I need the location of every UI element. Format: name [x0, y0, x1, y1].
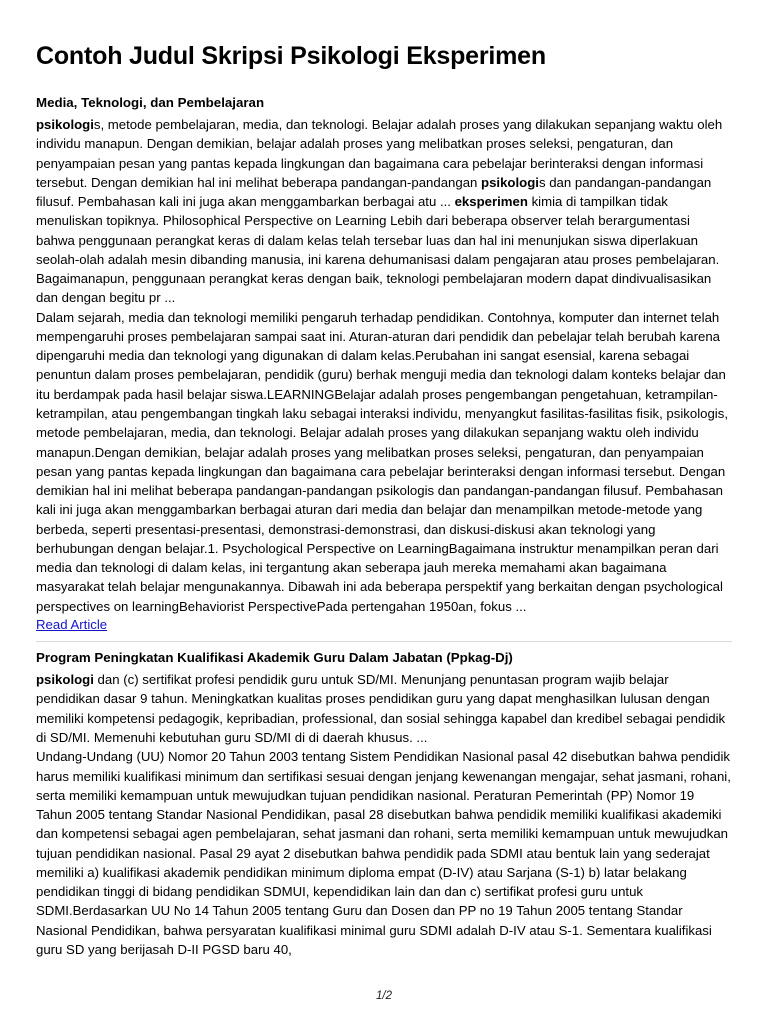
inline-rest-text-3: kimia di tampilkan tidak menuliskan topiknya. Philosophical Perspective on Learning Lebih dari beberapa observer telah berargumentasi bahwa penggunaan perangkat keras di dalam kelas telah tersebar luas dan hal ini menunjukan siswa diperlakuan seolah-olah adalah mesin dibanding manusia, ini karena dehumanisasi dalam pengajaran atau proses pembelajaran. Bagaimanapun, penggunaan perangkat keras dengan baik, teknologi pembelajaran modern dapat dindivualisasikan dan dengan begitu pr ...: [36, 194, 720, 306]
lead-rest-text: dan (c) sertifikat profesi pendidik guru untuk SD/MI. Menunjang penuntasan program wajib belajar pendidikan dasar 9 tahun. Meningkatkan kualitas proses pendidikan guru yang dapat menghasilkan lulusan dengan memiliki kompetensi pedagogik, kepribadian, professional, dan sosial sehingga kapabel dan kredibel sebagai pendidik di SD/MI. Memenuhi kebutuhan guru SD/MI di di daerah khusus. ...: [36, 672, 726, 745]
inline-rest-text-2: s dan pandangan-pandangan filusuf. Pembahasan kali ini juga akan menggambarkan berbagai atu ...: [36, 174, 712, 210]
page-number: 1/2: [376, 990, 392, 1002]
section-paragraph-1: [36, 115, 732, 308]
section-paragraph-2: Undang-Undang (UU) Nomor 20 Tahun 2003 tentang Sistem Pendidikan Nasional pasal 42 disebutkan bahwa pendidik harus memiliki kualifikasi minimum dan sertifikasi sesuai dengan jenjang kewenangan mengajar, sehat jasmani, rohani, serta memiliki kemampuan untuk mewujudkan tujuan pendidikan nasional. Peraturan Pemerintah (PP) Nomor 19 Tahun 2005 tentang Standar Nasional Pendidikan, pasal 28 disebutkan bahwa pendidik memiliki kualifikasi akademiki dan kompetensi sebagai agen pembelajaran, sehat jasmani dan rohani, serta memiliki kemampuan untuk mewujudkan tujuan pendidikan nasional. Pasal 29 ayat 2 disebutkan bahwa pendidik pada SDMI atau bentuk lain yang sederajat memiliki a) kualifikasi akademik pendidikan minimum diploma empat (D-IV) atau Sarjana (S-1) b) latar belakang pendidikan tinggi di bidang pendidikan SDMUI, kependidikan lain dan dan c) sertifikat profesi guru untuk SDMI.Berdasarkan UU No 14 Tahun 2005 tentang Guru dan Dosen dan PP no 19 Tahun 2005 tentang Standar Nasional Pendidikan, bahwa persyaratan kualifikasi minimal guru SDMI adalah D-IV atau S-1. Sementara kualifikasi guru SD yang berijasah D-II PGSD baru 40,: [36, 749, 731, 957]
lead-rest-text: s, metode pembelajaran, media, dan teknologi. Belajar adalah proses yang dilakukan sepanjang waktu oleh individu manapun. Dengan demikian, belajar adalah proses yang melibatkan proses seleksi, pengaturan, dan penyampaian pesan yang pantas kepada lingkungan dan bagaimana cara pebelajar berinteraksi dengan informasi tersebut. Dengan demikian hal ini melihat beberapa pandangan-pandangan: [36, 117, 723, 190]
lead-bold-term: psikologi: [36, 672, 94, 688]
lead-bold-term: psikologi: [36, 117, 94, 133]
page-title: Contoh Judul Skripsi Psikologi Eksperimen: [36, 42, 546, 70]
read-article-link[interactable]: Read Article: [36, 616, 108, 632]
section-divider: [36, 641, 732, 642]
section-paragraph-2: Dalam sejarah, media dan teknologi memiliki pengaruh terhadap pendidikan. Contohnya, komputer dan internet telah mempengaruhi proses pembelajaran sampai saat ini. Aturan-aturan dari pendidik dan pebelajar telah berubah karena dipengaruhi media dan teknologi yang digunakan di dalam kelas.Perubahan ini sangat esensial, karena sebagai penuntun dalam proses pembelajaran, pendidik (guru) berhak menguji media dan teknologi dalam konteks belajar dan itu berdampak pada hasil belajar siswa.LEARNINGBelajar adalah proses pengembangan pengetahuan, ketrampilan-ketrampilan, atau pengembangan tingkah laku sebagai interaksi individu, menyangkut fasilitas-fasilitas fisik, psikologis, metode pembelajaran, media, dan teknologi. Belajar adalah proses yang dilakukan sepanjang waktu oleh individu manapun.Dengan demikian, belajar adalah proses yang melibatkan proses seleksi, pengaturan, dan penyampaian pesan yang pantas kepada lingkungan dan bagaimana cara pebelajar berinteraksi dengan informasi tersebut. Dengan demikian hal ini melihat beberapa pandangan-pandangan psikologis dan pandangan-pandangan filusuf. Pembahasan kali ini juga akan menggambarkan berbagai aturan dari media dan belajar dan menampilkan metode-metode yang berbeda, seperti presentasi-presentasi, demonstrasi-demonstrasi, dan diskusi-diskusi akan teknologi yang berhubungan dengan belajar.1. Psychological Perspective on LearningBagaimana instruktur menampilkan peran dari media dan teknologi di dalam kelas, ini tergantung akan seberapa jauh mereka memahami akan bagaimana masyarakat telah belajar mengunakannya. Dibawah ini ada beberapa perspektif yang berkaitan dengan psychological perspectives on learningBehaviorist PerspectivePada pertengahan 1950an, fokus ...: [36, 309, 728, 614]
section-paragraph-1: [36, 670, 732, 747]
inline-bold-term-3: eksperimen: [454, 194, 528, 210]
section-heading: Media, Teknologi, dan Pembelajaran: [36, 94, 265, 110]
article-section-1: [36, 93, 732, 634]
inline-bold-term-2: psikologi: [481, 174, 539, 190]
section-heading: Program Peningkatan Kualifikasi Akademik Guru Dalam Jabatan (Ppkag-Dj): [36, 649, 513, 665]
article-section-2: [36, 648, 732, 959]
